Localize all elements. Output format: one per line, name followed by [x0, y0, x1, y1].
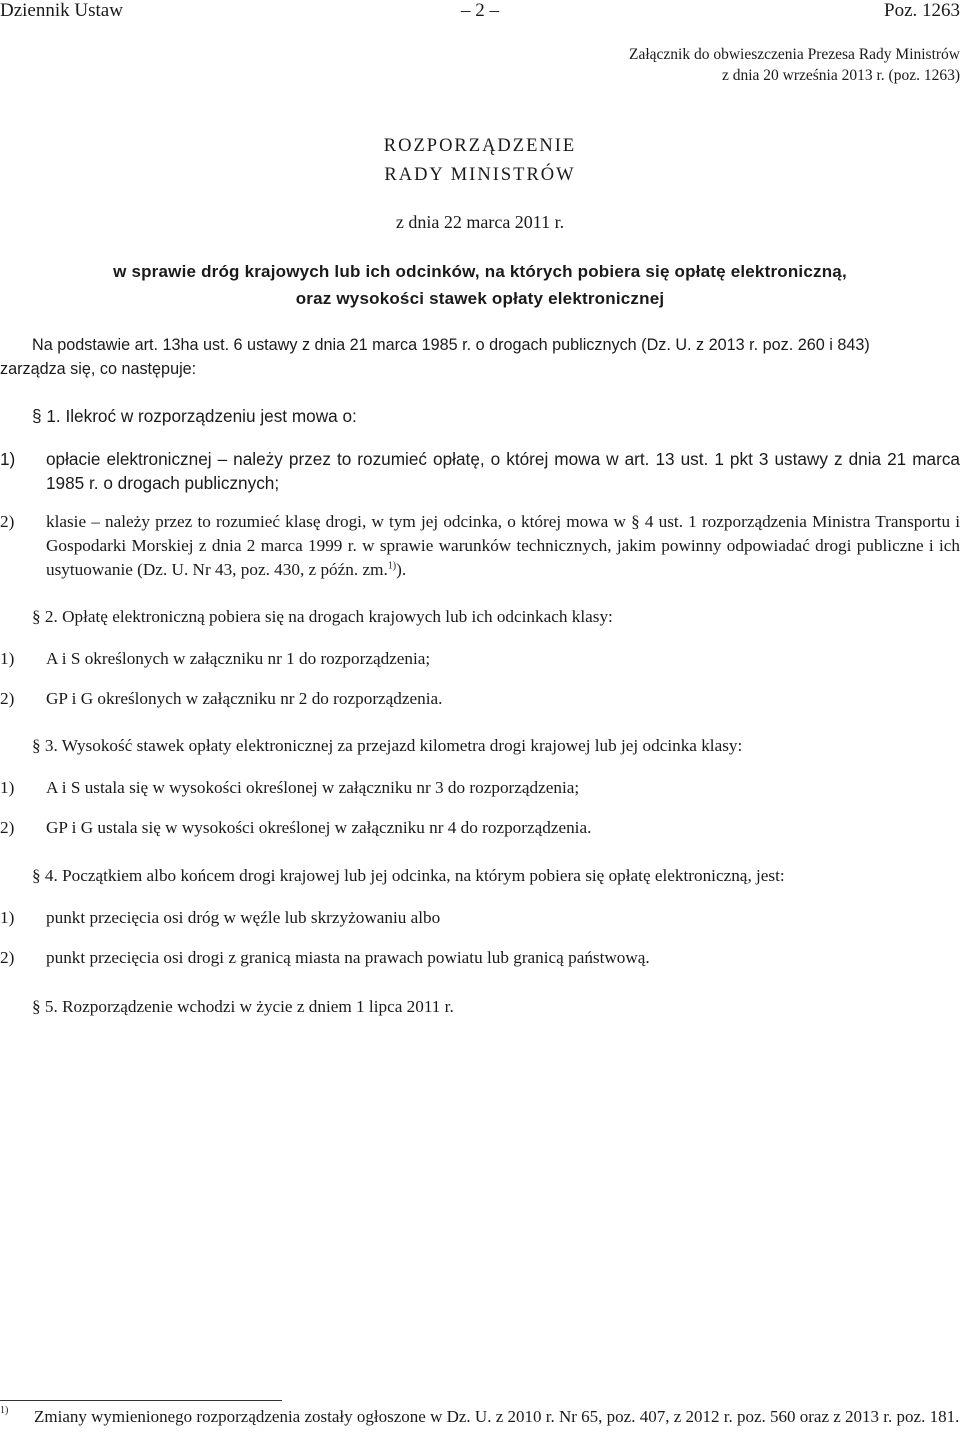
- item-text: A i S ustala się w wysokości określonej w załączniku nr 3 do rozporządzenia;: [46, 778, 580, 797]
- item-text: opłacie elektronicznej – należy przez to rozumieć opłatę, o której mowa w art. 13 ust. 1 pkt 3 ustawy z dnia 21 marca 1985 r. o drogach publicznych;: [46, 449, 960, 493]
- annex-note: [629, 44, 960, 86]
- footnote-number: 1): [0, 1405, 9, 1416]
- item-text: GP i G określonych w załączniku nr 2 do rozporządzenia.: [46, 689, 443, 708]
- item-number: 2): [0, 512, 15, 531]
- item-number: 2): [0, 689, 15, 708]
- footnote-text: Zmiany wymienionego rozporządzenia zostały ogłoszone w Dz. U. z 2010 r. Nr 65, poz. 407, z 2012 r. poz. 560 oraz z 2013 r. poz. 181.: [34, 1407, 960, 1426]
- section-1-item-1: [0, 447, 960, 495]
- item-text-body: klasie – należy przez to rozumieć klasę drogi, w tym jej odcinka, o której mowa w § 4 ust. 1 rozporządzenia Ministra Transportu i Gospodarki Morskiej z dnia 2 marca 1999 r. w sprawie warunków technicznych, jakim powinny odpowiadać drogi publiczne i ich usytuowanie (Dz. U. Nr 43, poz. 430, z późn. zm.: [46, 512, 960, 579]
- subject-line-1: w sprawie dróg krajowych lub ich odcinków, na których pobiera się opłatę elektroniczną,: [113, 262, 847, 281]
- item-text: punkt przecięcia osi dróg w węźle lub skrzyżowaniu albo: [46, 908, 441, 927]
- section-4-intro: § 4. Początkiem albo końcem drogi krajowej lub jej odcinka, na którym pobiera się opłatę elektroniczną, jest:: [32, 866, 785, 885]
- document-date: z dnia 22 marca 2011 r.: [395, 212, 565, 232]
- section-1-intro: § 1. Ilekroć w rozporządzeniu jest mowa o:: [32, 406, 357, 426]
- item-number: 2): [0, 818, 15, 837]
- item-text-tail: ).: [396, 560, 407, 579]
- item-number: 2): [0, 948, 15, 967]
- item-text: punkt przecięcia osi drogi z granicą miasta na prawach powiatu lub granicą państwową.: [46, 948, 650, 967]
- item-text: [46, 510, 960, 582]
- item-number: 1): [0, 778, 15, 797]
- journal-name: Dziennik Ustaw: [0, 0, 123, 21]
- preamble: [0, 333, 960, 381]
- document-title: ROZPORZĄDZENIE: [383, 136, 577, 156]
- preamble-line-2: zarządza się, co następuje:: [0, 360, 197, 378]
- section-2-item-2: [0, 687, 960, 711]
- section-5-intro: § 5. Rozporządzenie wchodzi w życie z dniem 1 lipca 2011 r.: [32, 997, 454, 1016]
- section-4-item-1: [0, 906, 960, 930]
- section-3-item-1: [0, 776, 960, 800]
- section-3-item-2: [0, 816, 960, 840]
- section-3-intro: § 3. Wysokość stawek opłaty elektronicznej za przejazd kilometra drogi krajowej lub jej odcinka klasy:: [32, 736, 743, 755]
- section-1-item-2: [0, 510, 960, 582]
- item-text: GP i G ustala się w wysokości określonej w załączniku nr 4 do rozporządzenia.: [46, 818, 592, 837]
- issuing-body: RADY MINISTRÓW: [384, 165, 576, 185]
- item-number: 1): [0, 908, 15, 927]
- footnote-reference: 1): [387, 560, 397, 572]
- section-2-item-1: [0, 647, 960, 671]
- annex-line-2: z dnia 20 września 2013 r. (poz. 1263): [721, 67, 960, 84]
- position-number: Poz. 1263: [884, 0, 960, 21]
- item-number: 1): [0, 649, 15, 668]
- section-4-item-2: [0, 946, 960, 970]
- preamble-line-1: Na podstawie art. 13ha ust. 6 ustawy z dnia 21 marca 1985 r. o drogach publicznych (Dz. U. z 2013 r. poz. 260 i 843): [32, 336, 870, 354]
- section-2-intro: § 2. Opłatę elektroniczną pobiera się na drogach krajowych lub ich odcinkach klasy:: [32, 607, 613, 626]
- page-number: – 2 –: [461, 0, 499, 21]
- item-number: 1): [0, 449, 16, 469]
- item-text: A i S określonych w załączniku nr 1 do rozporządzenia;: [46, 649, 431, 668]
- document-subject: [0, 258, 960, 312]
- annex-line-1: Załącznik do obwieszczenia Prezesa Rady Ministrów: [629, 46, 960, 63]
- footnote-divider: [0, 1400, 282, 1401]
- subject-line-2: oraz wysokości stawek opłaty elektronicznej: [295, 289, 665, 308]
